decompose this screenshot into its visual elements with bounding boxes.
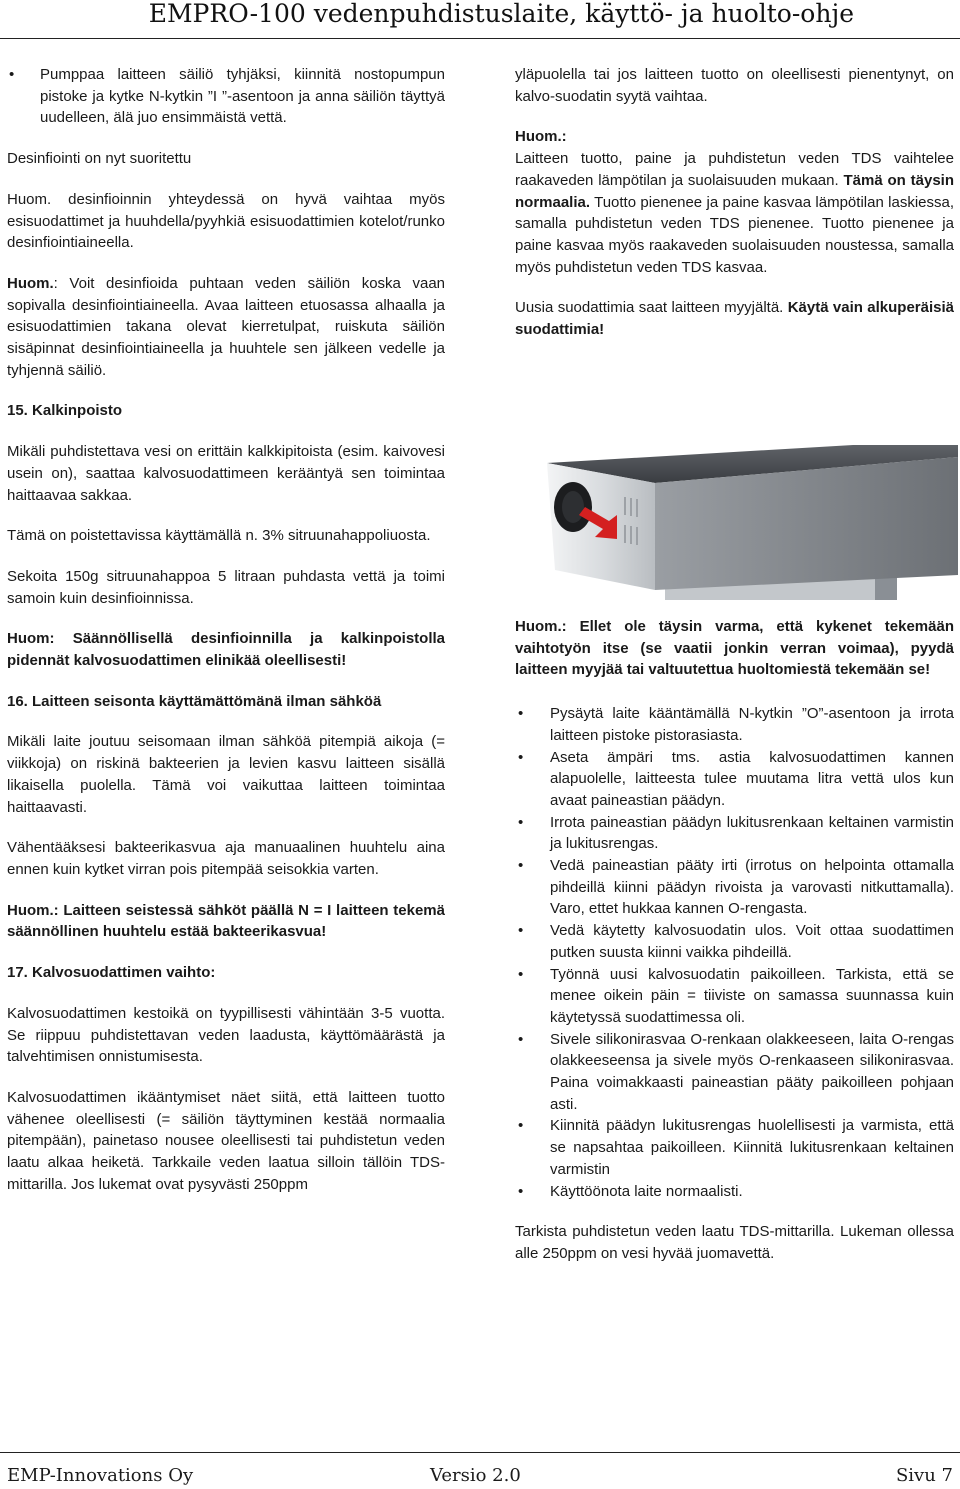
filters-text: Uusia suodattimia saat laitteen myyjältä. — [515, 299, 788, 317]
note-label: Huom. — [7, 274, 54, 292]
section-16-paragraph: Mikäli laite joutuu seisomaan ilman sähköä pitempiä aikoja (= viikkoja) on riskinä bakteerien ja levien kasvu laitteen sisällä likaisella puolella. Tämä voi vaikuttaa laitteen toimintaa haittaavasti. — [7, 733, 445, 816]
list-item: • Työnnä uusi kalvosuodatin paikoilleen. Tarkista, että se menee oikein päin = tiiviste on samassa suunnassa kuin käytetyssä suodattimessa oli. — [515, 964, 954, 1029]
section-16-paragraph: Vähentääksesi bakteerikasvua aja manuaalinen huuhtelu aina ennen kuin kytket virran pois pitempää seisokkia varten. — [7, 839, 445, 878]
list-item: • Aseta ämpäri tms. astia kalvosuodattimen kannen alapuolelle, laitteesta tulee muutama litra vettä ulos kun avaat paineastian päädyn. — [515, 747, 954, 812]
warning-text: : Ellet ole täysin varma, että kykenet tekemään vaihtotyön itse (se vaatii jonkin verran voimaa), pyydä laitteen myyjää tai valtuutettua huoltomiestä tekemään se! — [515, 618, 954, 679]
page-footer — [0, 1452, 960, 1489]
version-label: Versio 2.0 — [430, 1465, 521, 1486]
left-column — [7, 64, 445, 1214]
bold-note: Huom: Säännöllisellä desinfioinnilla ja kalkinpoistolla pidennät kalvosuodattimen elinikää oleellisesti! — [7, 630, 445, 670]
section-16-heading: 16. Laitteen seisonta käyttämättömänä ilman sähköä — [7, 692, 382, 710]
page-header — [0, 0, 960, 39]
membrane-continue-paragraph: yläpuolella tai jos laitteen tuotto on oleellisesti pienentynyt, on kalvo-suodatin syytä vaihtaa. — [515, 66, 954, 105]
section-16-note — [7, 900, 445, 943]
final-paragraph: Tarkista puhdistetun veden laatu TDS-mittarilla. Lukeman ollessa alle 250ppm on vesi hyvää juomavettä. — [515, 1223, 954, 1262]
bold-note: Huom.: Laitteen seistessä sähköt päällä N = I laitteen tekemä säännöllinen huuhtelu estää bakteerikasvua! — [7, 901, 445, 941]
note-text: Laitteen tuotto, paine ja puhdistetun veden TDS vaihtelee raakaveden lämpötilan ja suolaisuuden mukaan. — [515, 150, 954, 189]
section-15-paragraph: Tämä on poistettavissa käyttämällä n. 3% sitruunahappoliuosta. — [7, 527, 431, 545]
section-15-paragraph: Mikäli puhdistettava vesi on erittäin kalkkipitoista (esim. kaivovesi usein on), saattaa kalvosuodattimeen kerääntyä sen toimintaa haittaavaa sakkaa. — [7, 443, 445, 504]
left-bullet-list — [7, 64, 445, 129]
list-item: • Sivele silikonirasvaa O-renkaan olakkeeseen, laita O-rengas olakkeeseensa ja sivele myös O-renkaaseen silikonirasvaa. Paina voimakkaasti paineastian pääty paikoilleen pohjaan asti. — [515, 1029, 954, 1116]
disinfection-done-text: Desinfiointi on nyt suoritettu — [7, 150, 192, 168]
list-item: • Irrota paineastian päädyn lukitusrenkaan keltainen varmistin ja lukitusrengas. — [515, 812, 954, 855]
filters-paragraph — [515, 297, 954, 340]
device-illustration — [515, 445, 958, 600]
section-17-paragraph: Kalvosuodattimen ikääntymiset näet siitä, että laitteen tuotto vähenee oleellisesti (= säiliön täyttyminen kestää normaalia pitempään), painetaso nousee oleellisesti tai puhdistetun veden laatu alkaa heiketä. Tarkkaile veden laatua silloin tällöin TDS-mittarilla. Jos lukemat ovat pysyvästi 250ppm — [7, 1088, 445, 1193]
warning-label: Huom. — [515, 618, 562, 635]
document-title: EMPRO-100 vedenpuhdistuslaite, käyttö- ja huolto-ohje — [148, 0, 854, 28]
list-item: • Kiinnitä päädyn lukitusrengas huolellisesti ja varmista, että se napsahtaa paikoilleen. Kiinnitä lukitusrenkaan keltainen varmistin — [515, 1115, 954, 1180]
list-item: • Pysäytä laite kääntämällä N-kytkin ”O”-asentoon ja irrota laitteen pistoke pistorasiasta. — [515, 703, 954, 746]
section-17-heading: 17. Kalvosuodattimen vaihto: — [7, 964, 216, 982]
bold-text: Käytä vain alkuperäisiä suodattimia! — [515, 299, 954, 339]
right-column — [515, 64, 954, 360]
company-name: EMP-Innovations Oy — [7, 1465, 194, 1486]
disinfection-note: Huom. desinfioinnin yhteydessä on hyvä vaihtaa myös esisuodattimet ja huuhdella/pyyhkiä esisuodattimien kotelot/runko desinfiointiaineella. — [7, 190, 445, 252]
right-column-lower — [515, 616, 954, 1284]
page-number: Sivu 7 — [895, 1465, 953, 1486]
section-17-paragraph: Kalvosuodattimen kestoikä on tyypillisesti vähintään 3-5 vuotta. Se riippuu puhdistettavan veden laadusta, käyttömäärästä ja talvehtimisen onnistumisesta. — [7, 1004, 445, 1066]
list-item: • Pumppaa laitteen säiliö tyhjäksi, kiinnitä nostopumpun pistoke ja kytke N-kytkin ”I ”-asentoon ja anna säiliön täyttyä uudelleen, älä juo ensimmäistä vettä. — [7, 64, 445, 129]
tds-note — [515, 126, 954, 278]
list-item: • Käyttöönota laite normaalisti. — [515, 1181, 954, 1203]
section-15-heading: 15. Kalkinpoisto — [7, 402, 123, 420]
note-label: Huom.: — [515, 128, 567, 146]
list-item: • Vedä käytetty kalvosuodatin ulos. Voit ottaa suodattimen putken suusta kiinni vaikka pihdeillä. — [515, 920, 954, 963]
list-item: • Vedä paineastian pääty irti (irrotus on helpointa ottamalla pihdeillä kiinni päädyn rivoista ja varovasti nitkuttamalla). Varo, ettet hukkaa kannen O-rengasta. — [515, 855, 954, 920]
steps-list — [515, 703, 954, 1202]
bold-text: Tämä on täysin normaalia. — [515, 171, 954, 211]
note-text: Tuotto pienenee ja paine kasvaa lämpötilan laskiessa, samalla puhdistetun veden TDS pienenee. Tuotto pienenee ja paine kasvaa myös raakaveden suolaisuuden noustessa, samalla myös puhdistetun veden TDS kasvaa. — [515, 193, 954, 276]
warning-note — [515, 616, 954, 681]
device-photo — [515, 445, 958, 600]
section-15-paragraph: Sekoita 150g sitruunahappoa 5 litraan puhdasta vettä ja toimi samoin kuin desinfioinnissa. — [7, 567, 445, 607]
tank-disinfection-note — [7, 273, 445, 382]
note-text: : Voit desinfioida puhtaan veden säiliön koska vaan sopivalla desinfiointiaineella. Avaa laitteen etuosassa alhaalla ja esisuodattimien takana olevat kierretulpat, ruiskuta säiliön sisäpinnat desinfiointiaineella ja huuhtele sen jälkeen vedelle ja tyhjennä säiliö. — [7, 274, 445, 379]
section-15-note — [7, 628, 445, 671]
